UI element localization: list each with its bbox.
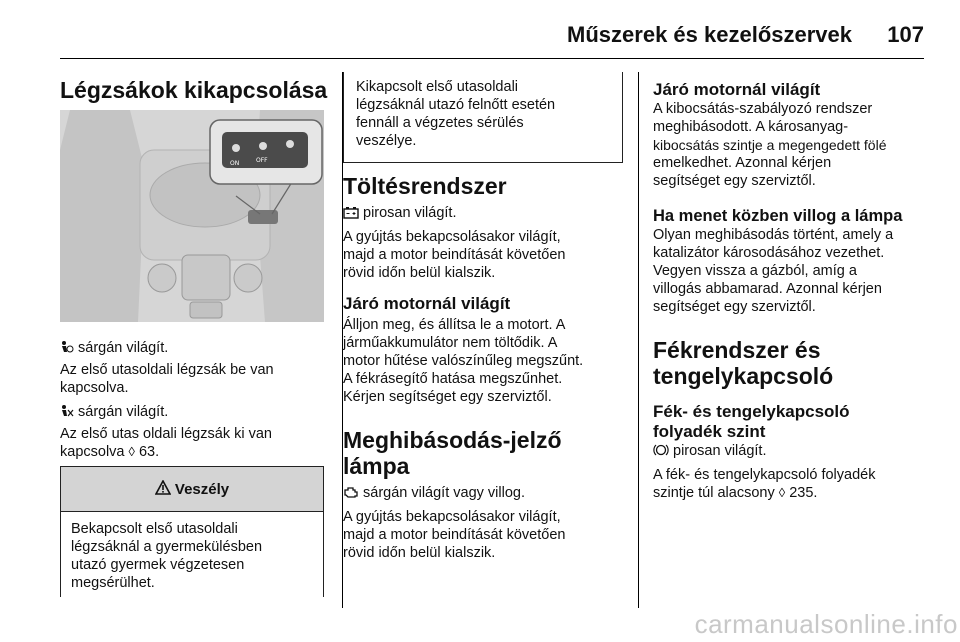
running-desc-line: meghibásodott. A károsanyag- — [653, 119, 849, 135]
charging-status: pirosan világít. — [343, 204, 457, 224]
running-desc-line: motor hűtése valószínűleg megszűnt. — [343, 353, 584, 369]
off-label: OFF — [256, 157, 268, 164]
running-desc-line: járműakkumulátor nem töltődik. A — [343, 335, 558, 351]
blink-desc-line: Vegyen vissza a gázból, amíg a — [653, 263, 857, 279]
fluid-desc-line: A fék- és tengelykapcsoló folyadék — [653, 467, 876, 483]
section-heading-mil: Meghibásodás-jelző — [343, 427, 562, 453]
warning-header — [61, 467, 323, 512]
section-heading-brake: tengelykapcsoló — [653, 363, 834, 389]
warning-triangle-icon — [155, 480, 171, 499]
subheading-running-engine: Járó motornál világít — [343, 294, 511, 313]
running-desc-line: Kérjen segítséget egy szerviztől. — [343, 389, 552, 405]
subheading-running-engine: Járó motornál világít — [653, 80, 821, 99]
page-ref-link[interactable]: 235. — [789, 485, 818, 501]
mil-desc-line: rövid időn belül kialszik. — [343, 545, 496, 561]
section-heading-brake: Fékrendszer és — [653, 337, 821, 363]
running-desc-line: Álljon meg, és állítsa le a motort. A — [343, 317, 566, 333]
column-divider — [638, 72, 639, 608]
subheading-blinking: Ha menet közben villog a lámpa — [653, 207, 903, 225]
fluid-status: pirosan világít. — [653, 442, 767, 462]
warning-continuation-box: Kikapcsolt első utasoldali légzsáknál utazó felnőtt esetén fennáll a végzetes sérülés veszélye. — [343, 72, 623, 163]
engine-check-icon — [343, 486, 359, 504]
blink-desc-line: segítséget egy szerviztől. — [653, 299, 816, 315]
on-label: ON — [230, 160, 240, 167]
airbag-on-status: sárgán világít. — [60, 339, 168, 359]
blink-desc-line: katalizátor károsodásához vezethet. — [653, 245, 885, 261]
brake-warning-icon — [653, 443, 669, 462]
running-desc-line: A fékrásegítő hatása megszűnhet. — [343, 371, 563, 387]
airbag-off-status: sárgán világít. — [60, 403, 168, 423]
page-ref-link[interactable]: 63. — [138, 444, 160, 460]
section-heading-mil: lámpa — [343, 453, 410, 479]
mil-desc-line: majd a motor beindítását követően — [343, 527, 566, 543]
section-heading-airbag: Légzsákok kikapcsolása — [60, 77, 328, 103]
charging-desc-line: majd a motor beindítását követően — [343, 247, 566, 263]
danger-warning-box — [60, 466, 324, 597]
blink-desc-line: Olyan meghibásodás történt, amely a — [653, 227, 894, 243]
airbag-on-icon — [60, 340, 74, 359]
airbag-off-desc-line: Az első utas oldali légzsák ki van — [60, 426, 272, 442]
page-number: 107 — [887, 22, 924, 47]
header-divider — [60, 58, 924, 59]
subheading-fluid-level: folyadék szint — [653, 422, 766, 441]
airbag-on-desc-line: kapcsolva. — [60, 380, 129, 396]
section-heading-charging: Töltésrendszer — [343, 173, 507, 199]
charging-desc-line: A gyújtás bekapcsolásakor világít, — [343, 229, 561, 245]
page-ref-arrow-icon: ◊ — [128, 444, 135, 459]
running-desc-line: segítséget egy szerviztől. — [653, 173, 816, 189]
warning-body: Bekapcsolt első utasoldali légzsáknál a gyermekülésben utazó gyermek végzetesen megsérülhet. — [71, 521, 263, 591]
airbag-off-desc-line: kapcsolva ◊ 63. — [60, 444, 160, 460]
airbag-on-desc-line: Az első utasoldali légzsák be van — [60, 362, 274, 378]
blink-desc-line: villogás abbamarad. Azonnal kérjen — [653, 281, 882, 297]
airbag-off-icon — [60, 404, 74, 423]
running-desc-line: kibocsátás szintje a megengedett fölé — [653, 137, 887, 153]
page-ref-arrow-icon: ◊ — [778, 485, 786, 500]
running-desc-line: A kibocsátás-szabályozó rendszer — [653, 101, 873, 117]
dashboard-photo — [60, 110, 324, 322]
page-title: Műszerek és kezelőszervek — [567, 22, 852, 47]
warning-title: Veszély — [174, 480, 230, 498]
fluid-desc-line: szintje túl alacsony ◊ 235. — [653, 485, 818, 501]
charging-desc-line: rövid időn belül kialszik. — [343, 265, 496, 281]
running-desc-line: emelkedhet. Azonnal kérjen — [653, 155, 832, 171]
subheading-fluid-level: Fék- és tengelykapcsoló — [653, 402, 850, 421]
mil-desc-line: A gyújtás bekapcsolásakor világít, — [343, 509, 561, 525]
mil-status: sárgán világít vagy villog. — [343, 484, 525, 504]
battery-icon — [343, 206, 359, 224]
watermark: carmanualsonline.info — [694, 609, 958, 639]
